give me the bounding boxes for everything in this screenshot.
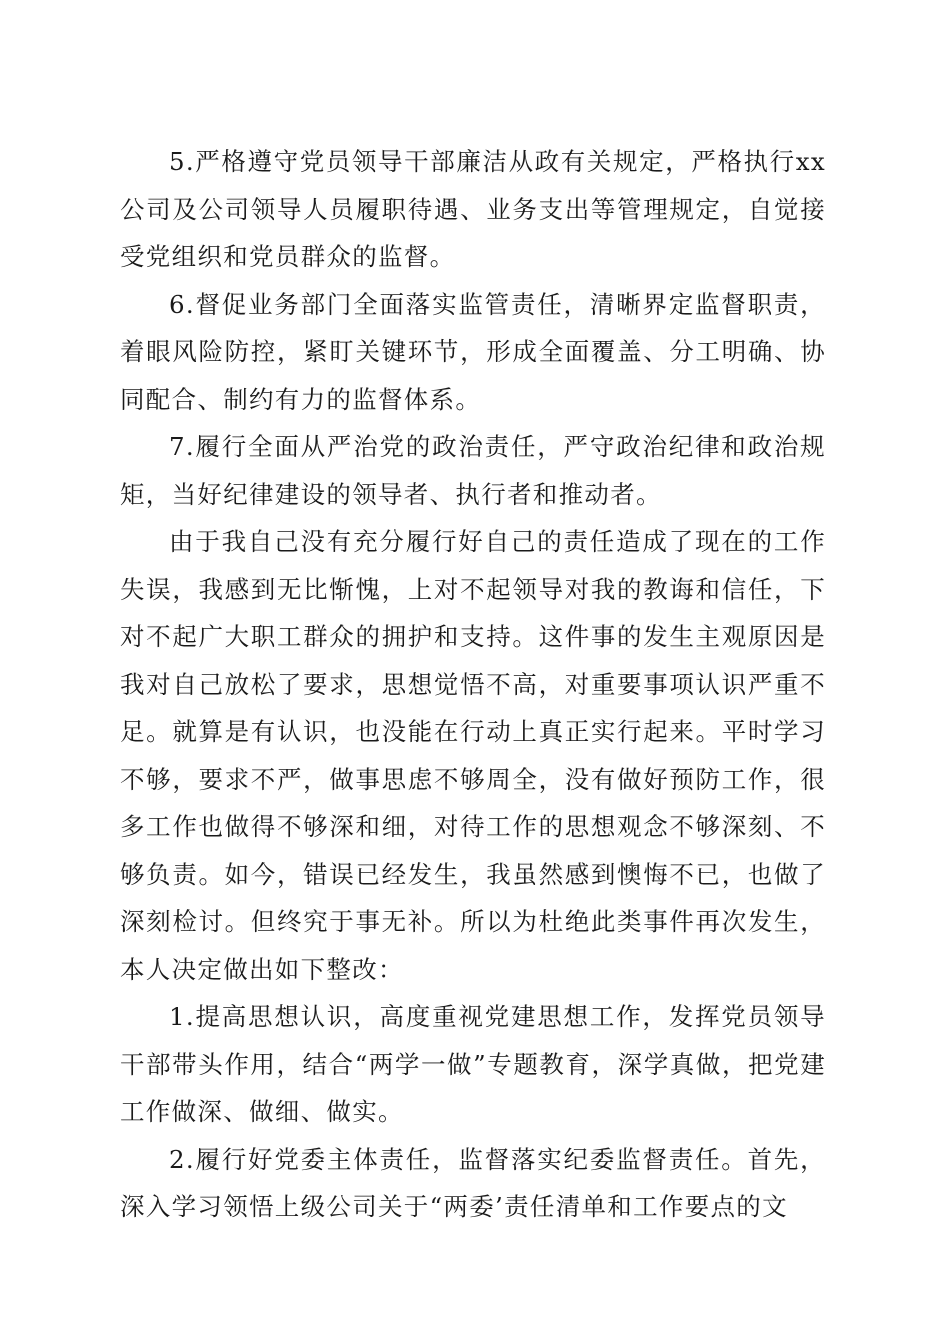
- paragraph-self-reflection: 由于我自己没有充分履行好自己的责任造成了现在的工作失误，我感到无比惭愧，上对不起领导对我的教诲和信任，下对不起广大职工群众的拥护和支持。这件事的发生主观原因是我对自己放松了要求，思想觉悟不高，对重要事项认识严重不足。就算是有认识，也没能在行动上真正实行起来。平时学习不够，要求不严，做事思虑不够周全，没有做好预防工作，很多工作也做得不够深和细，对待工作的思想观念不够深刻、不够负责。如今，错误已经发生，我虽然感到懊悔不已，也做了深刻检讨。但终究于事无补。所以为杜绝此类事件再次发生，本人决定做出如下整改：: [120, 527, 826, 984]
- paragraph-rectification-1: 1.提高思想认识，高度重视党建思想工作，发挥党员领导干部带头作用，结合“两学一做”专题教育，深学真做，把党建工作做深、做细、做实。: [120, 1002, 826, 1126]
- paragraph-rectification-2: 2.履行好党委主体责任，监督落实纪委监督责任。首先，深入学习领悟上级公司关于“两委’责任清单和工作要点的文: [120, 1144, 826, 1221]
- paragraph-item-5: 5.严格遵守党员领导干部廉洁从政有关规定，严格执行xx公司及公司领导人员履职待遇、业务支出等管理规定，自觉接受党组织和党员群众的监督。: [120, 147, 826, 271]
- document-body: [120, 138, 826, 1231]
- paragraph-item-6: 6.督促业务部门全面落实监管责任，清晰界定监督职责，着眼风险防控，紧盯关键环节，形成全面覆盖、分工明确、协同配合、制约有力的监督体系。: [120, 289, 826, 414]
- paragraph-item-7: 7.履行全面从严治党的政治责任，严守政治纪律和政治规矩，当好纪律建设的领导者、执行者和推动者。: [120, 432, 826, 509]
